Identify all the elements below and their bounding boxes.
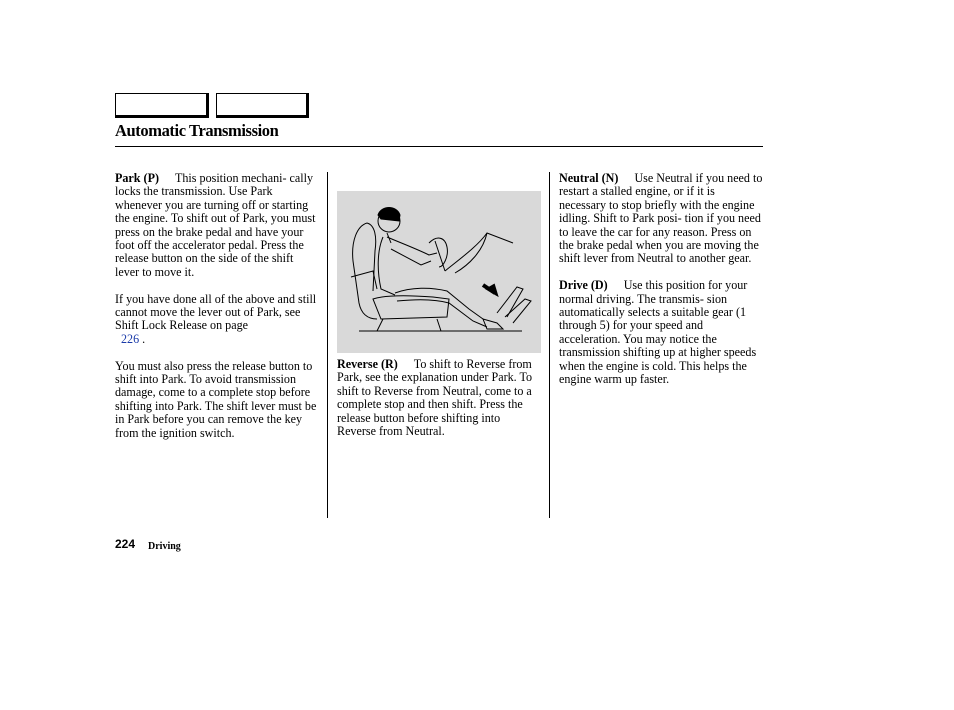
reverse-heading: Reverse (R) <box>337 357 398 371</box>
section-name: Driving <box>148 541 181 552</box>
drive-heading: Drive (D) <box>559 278 608 293</box>
column-left <box>115 172 320 453</box>
reverse-paragraph <box>337 358 542 438</box>
driver-seating-drawing <box>337 191 541 353</box>
page-title: Automatic Transmission <box>115 121 279 140</box>
column-divider-1 <box>327 172 328 518</box>
neutral-paragraph <box>559 172 764 266</box>
page-reference-link[interactable]: 226 <box>121 331 140 346</box>
park-paragraph <box>115 172 320 279</box>
driver-seating-illustration <box>337 191 541 353</box>
shift-lock-paragraph <box>115 293 320 347</box>
shift-lock-text: If you have done all of the above and still cannot move the lever out of Park, see Shift Lock Release on page <box>115 291 317 333</box>
page-number: 224 <box>115 537 136 551</box>
release-paragraph <box>115 360 320 440</box>
park-heading: Park (P) <box>115 171 159 185</box>
nav-tab-box-1[interactable] <box>115 93 209 118</box>
neutral-heading: Neutral (N) <box>559 171 619 185</box>
title-rule <box>115 146 763 147</box>
neutral-text: Use Neutral if you need to restart a stalled engine, or if it is necessary to stop briefly with the engine idling. Shift to Park posi- tion if you need to leave the car for any reason. Press on the brake pedal when you are moving the shift lever from Neutral to another gear. <box>559 171 763 266</box>
park-text: This position mechani- cally locks the transmission. Use Park whenever you are turning off or starting the engine. To shift out of Park, you must press on the brake pedal and have your foot off the accelerator pedal. Press the release button on the side of the shift lever to move it. <box>115 171 316 279</box>
nav-tab-box-2[interactable] <box>216 93 309 118</box>
column-divider-2 <box>549 172 550 518</box>
drive-text: Use this position for your normal driving. The transmis- sion automatically selects a suitable gear (1 through 5) for your speed and acceleration. You may notice the transmission shifting up at higher speeds when the engine is cold. This helps the engine warm up faster. <box>559 278 757 387</box>
column-middle <box>337 358 542 452</box>
reverse-text: To shift to Reverse from Park, see the explanation under Park. To shift to Reverse from Neutral, come to a complete stop and then shift. Press the release button before shifting into Reverse from Neutral. <box>337 357 533 439</box>
release-text: You must also press the release button to shift into Park. To avoid transmission damage, come to a complete stop before shifting into Park. The shift lever must be in Park before you can remove the key from the ignition switch. <box>115 358 317 440</box>
column-right <box>559 172 764 400</box>
shift-lock-end: . <box>142 331 146 346</box>
drive-paragraph <box>559 279 764 386</box>
